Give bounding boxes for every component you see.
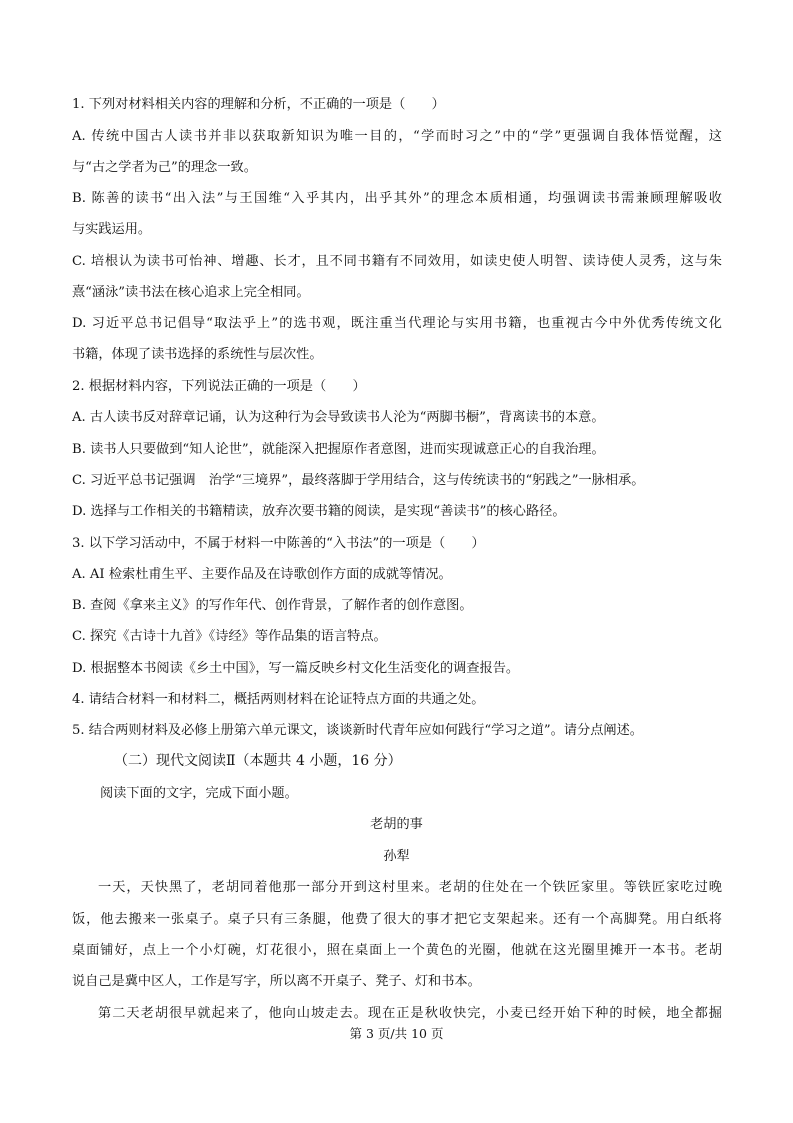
question-1-option-a-line-1: A. 传统中国古人读书并非以获取新知识为唯一目的，“学而时习之”中的“学”更强调自我体悟觉醒，这	[72, 129, 722, 144]
question-1-option-d-line-2: 书籍，体现了读书选择的系统性与层次性。	[72, 347, 323, 362]
question-3-option-c: C. 探究《古诗十九首》《诗经》等作品集的语言特点。	[72, 629, 387, 644]
question-2-option-b: B. 读书人只要做到“知人论世”，就能深入把握原作者意图，进而实现诚意正心的自我治理。	[72, 442, 605, 457]
question-1-option-c-line-1: C. 培根认为读书可怡神、增趣、长才，且不同书籍有不同效用，如读史使人明智、读诗使人灵秀，这与朱	[72, 254, 722, 269]
question-1-option-d-line-1: D. 习近平总书记倡导“取法乎上”的选书观，既注重当代理论与实用书籍，也重视古今中外优秀传统文化	[72, 316, 722, 331]
question-3-option-b: B. 查阅《拿来主义》的写作年代、创作背景，了解作者的创作意图。	[72, 598, 473, 613]
article-p1-line-1: 一天，天快黑了，老胡同着他那一部分开到这村里来。老胡的住处在一个铁匠家里。等铁匠家吃过晚	[98, 880, 722, 895]
question-1-option-b-line-2: 与实践运用。	[72, 222, 152, 237]
article-p2-line-1: 第二天老胡很早就起来了，他向山坡走去。现在正是秋收快完，小麦已经开始下种的时候，地全都掘	[98, 1006, 722, 1021]
article-p1-line-3: 桌面铺好，点上一个小灯碗，灯花很小，照在桌面上一个黄色的光圈，他就在这光圈里摊开一本书。老胡	[72, 943, 722, 958]
article-p1-line-4: 说自己是冀中区人，工作是写字，所以离不开桌子、凳子、灯和书本。	[72, 974, 481, 989]
page-number: 第 3 页/共 10 页	[349, 1026, 444, 1041]
question-1-option-c-line-2: 熹“涵泳”读书法在核心追求上完全相同。	[72, 285, 310, 300]
question-3-option-a: A. AI 检索杜甫生平、主要作品及在诗歌创作方面的成就等情况。	[72, 567, 452, 582]
question-1-stem: 1. 下列对材料相关内容的理解和分析，不正确的一项是（ ）	[72, 97, 445, 112]
section-instruction: 阅读下面的文字，完成下面小题。	[100, 786, 298, 801]
article-author: 孙犁	[383, 849, 410, 864]
section-heading: （二）现代文阅读Ⅱ（本题共 4 小题，16 分）	[114, 753, 402, 769]
question-3-option-d: D. 根据整本书阅读《乡土中国》，写一篇反映乡村文化生活变化的调查报告。	[72, 661, 520, 676]
question-2-stem: 2. 根据材料内容，下列说法正确的一项是（ ）	[72, 379, 366, 394]
question-4: 4. 请结合材料一和材料二，概括两则材料在论证特点方面的共通之处。	[72, 692, 485, 707]
article-title: 老胡的事	[370, 817, 423, 832]
question-3-stem: 3. 以下学习活动中，不属于材料一中陈善的“入书法”的一项是（ ）	[72, 536, 485, 551]
question-2-option-a: A. 古人读书反对辞章记诵，认为这种行为会导致读书人沦为“两脚书橱”，背离读书的本意。	[72, 410, 605, 425]
question-1-option-a-line-2: 与“古之学者为己”的理念一致。	[72, 160, 257, 175]
question-2-option-d: D. 选择与工作相关的书籍精读，放弃次要书籍的阅读，是实现“善读书”的核心路径。	[72, 504, 566, 519]
question-1-option-b-line-1: B. 陈善的读书“出入法”与王国维“入乎其内，出乎其外”的理念本质相通，均强调读书需兼顾理解吸收	[72, 191, 722, 206]
question-5: 5. 结合两则材料及必修上册第六单元课文，谈谈新时代青年应如何践行“学习之道”。请分点阐述。	[72, 723, 643, 738]
question-2-option-c: C. 习近平总书记强调 治学“三境界”，最终落脚于学用结合，这与传统读书的“躬践之”一脉相承。	[72, 473, 645, 488]
article-p1-line-2: 饭，他去搬来一张桌子。桌子只有三条腿，他费了很大的事才把它支架起来。还有一个高脚凳。用白纸将	[72, 912, 722, 927]
